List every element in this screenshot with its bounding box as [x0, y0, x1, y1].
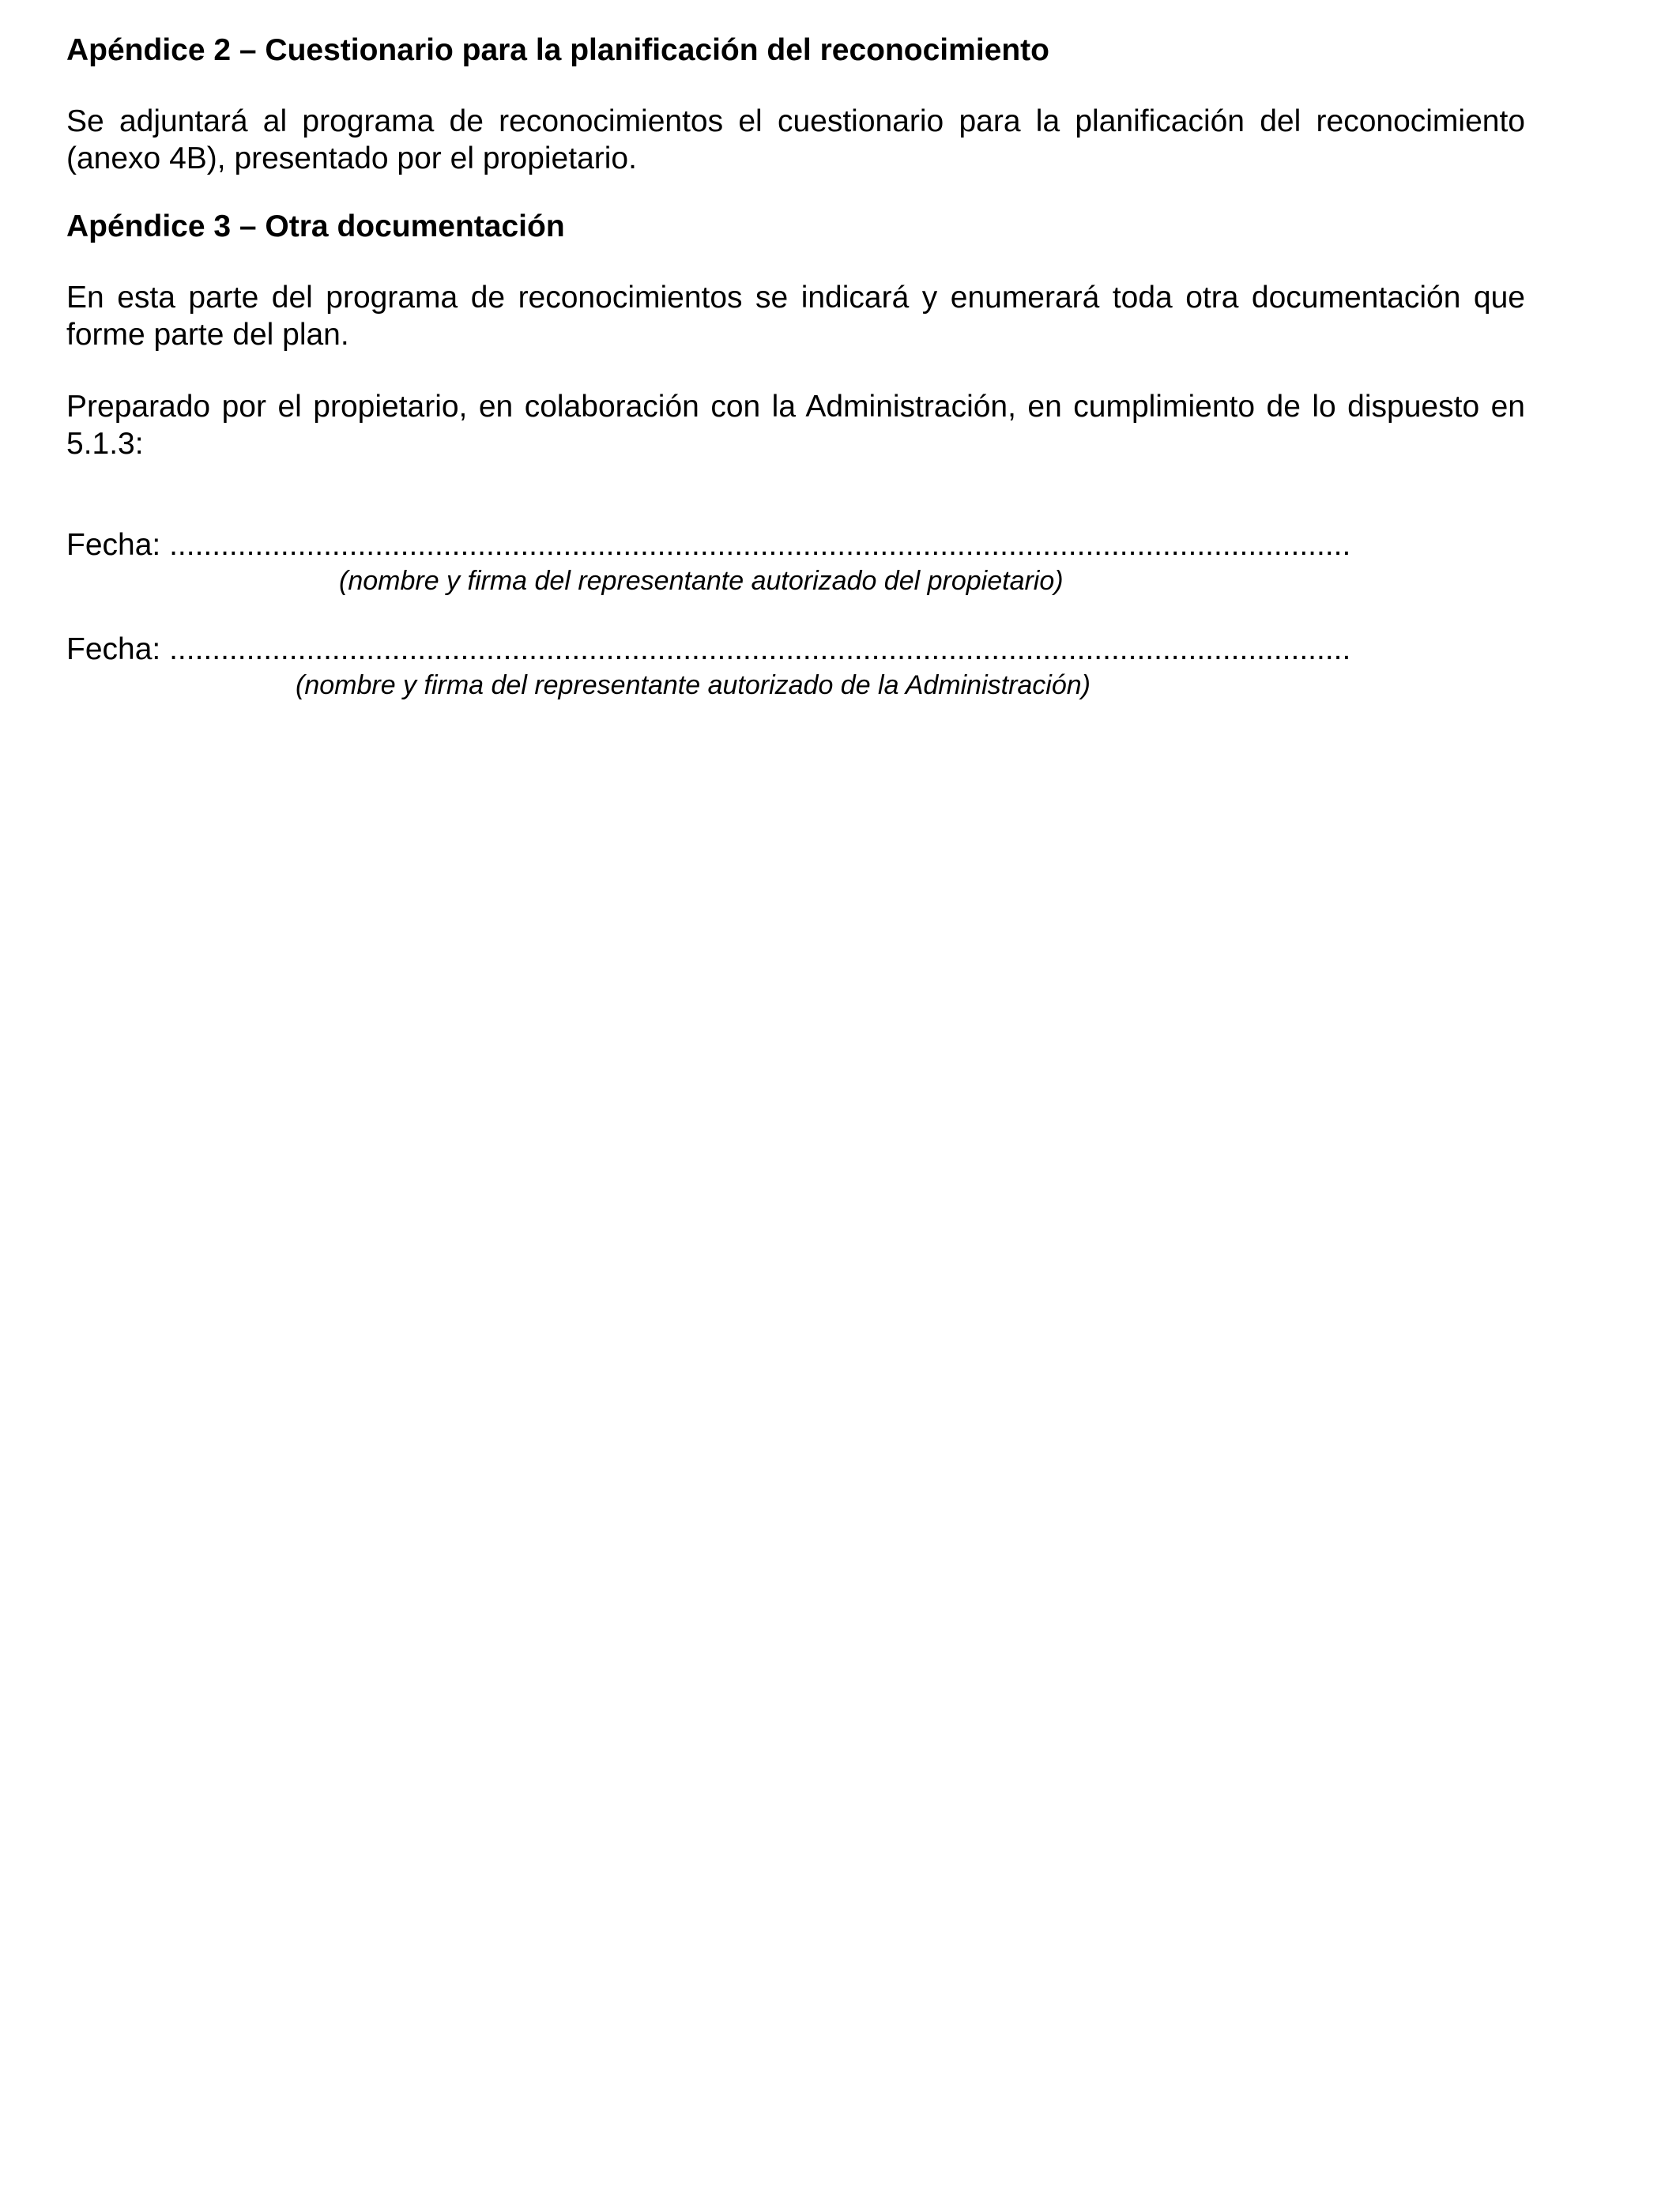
owner-signature-block	[66, 526, 1525, 597]
owner-date-line: Fecha: ..........................................................................................................................................	[66, 528, 1351, 562]
appendix-2-paragraph: Se adjuntará al programa de reconocimientos el cuestionario para la planificación del reconocimiento (anexo 4B), presentado por el propietario.	[66, 104, 1525, 175]
owner-signature-caption: (nombre y firma del representante autorizado del propietario)	[339, 566, 1064, 596]
appendix-2-heading: Apéndice 2 – Cuestionario para la planificación del reconocimiento	[66, 33, 1049, 67]
appendix-3-paragraph: En esta parte del programa de reconocimientos se indicará y enumerará toda otra documentación que forme parte del plan.	[66, 281, 1525, 352]
appendix-3-heading: Apéndice 3 – Otra documentación	[66, 209, 565, 243]
administration-signature-block	[66, 630, 1525, 701]
administration-date-line: Fecha: ..........................................................................................................................................	[66, 632, 1351, 666]
administration-signature-caption: (nombre y firma del representante autorizado de la Administración)	[296, 670, 1091, 700]
document-page	[66, 28, 1525, 701]
prepared-statement: Preparado por el propietario, en colaboración con la Administración, en cumplimiento de lo dispuesto en 5.1.3:	[66, 390, 1525, 461]
